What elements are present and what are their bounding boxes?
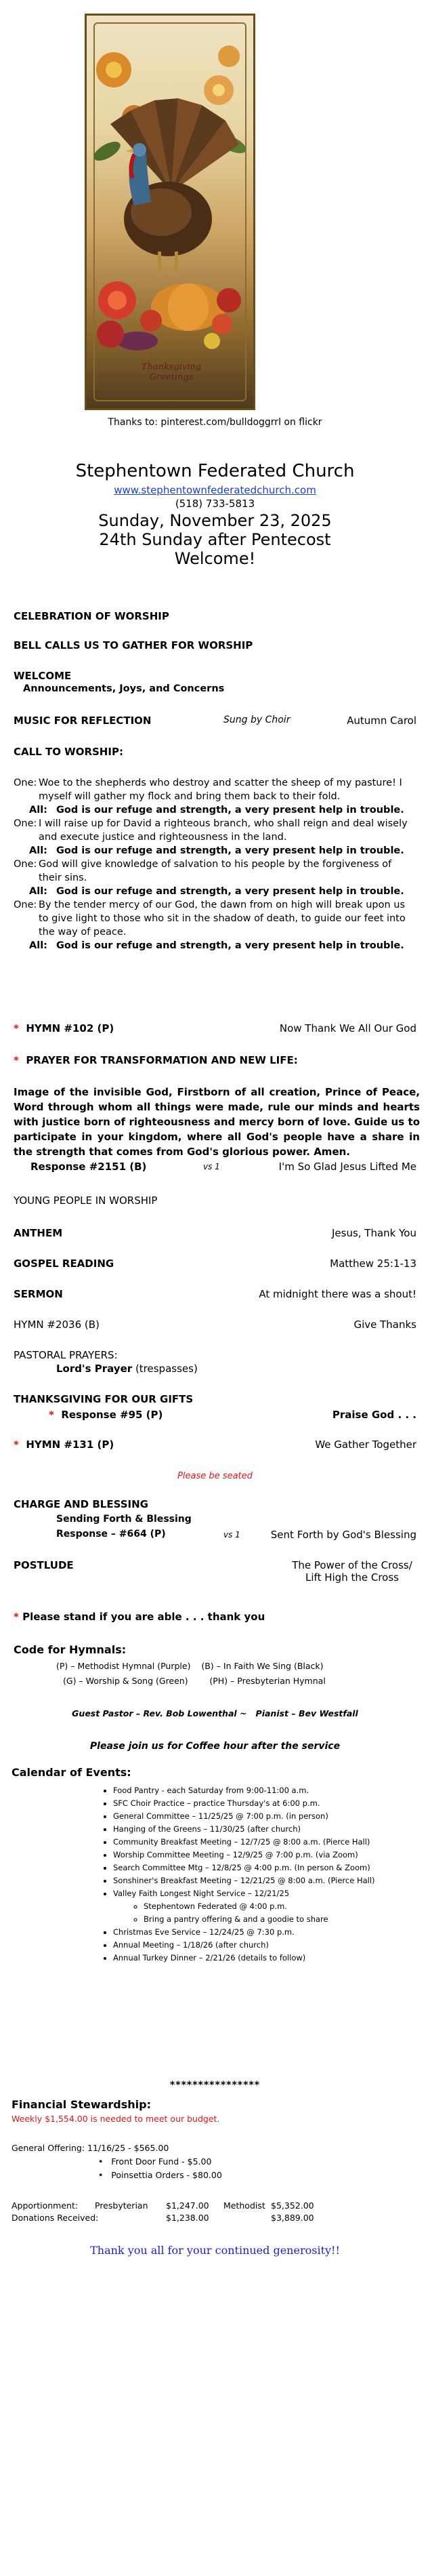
calendar-event: • General Committee – 11/25/25 @ 7:00 p.m. (in person) bbox=[113, 1810, 375, 1823]
welcome-heading: Welcome! bbox=[174, 549, 256, 568]
calendar-sub-items bbox=[12, 1900, 375, 1926]
litany-speaker: All: bbox=[29, 805, 47, 816]
litany-leader-line bbox=[14, 776, 413, 803]
hymnal-code-line-1: (P) – Methodist Hymnal (Purple) (B) – In Faith We Sing (Black) bbox=[56, 1661, 324, 1671]
section-divider: **************** bbox=[169, 2080, 261, 2091]
calendar-event: • Community Breakfast Meeting – 12/7/25 @ 8:00 a.m. (Pierce Hall) bbox=[113, 1836, 375, 1849]
music-heading: MUSIC FOR REFLECTION bbox=[14, 715, 152, 727]
church-website-link[interactable]: www.stephentownfederatedchurch.com bbox=[114, 484, 316, 496]
postlude-title bbox=[284, 1559, 420, 1584]
methodist-apportionment: $5,352.00 bbox=[271, 2200, 314, 2211]
lords-prayer-line bbox=[56, 1363, 198, 1375]
celebration-heading: CELEBRATION OF WORSHIP bbox=[14, 610, 169, 622]
response-2151-title: I'm So Glad Jesus Lifted Me bbox=[278, 1161, 416, 1173]
litany-text: God is our refuge and strength, a very present help in trouble. bbox=[56, 845, 404, 856]
sermon-heading: SERMON bbox=[14, 1288, 63, 1300]
response-2151-heading: Response #2151 (B) bbox=[30, 1161, 147, 1173]
church-name: Stephentown Federated Church bbox=[75, 461, 355, 481]
charge-heading: CHARGE AND BLESSING bbox=[14, 1498, 148, 1510]
methodist-received: $3,889.00 bbox=[271, 2213, 314, 2223]
response-95-title: Praise God . . . bbox=[332, 1409, 416, 1421]
hymn-131-heading bbox=[14, 1438, 114, 1451]
prayer-heading bbox=[14, 1054, 298, 1066]
sending-title: Sent Forth by God's Blessing bbox=[270, 1529, 416, 1541]
front-door-fund-text: Front Door Fund - $5.00 bbox=[111, 2156, 212, 2167]
unison-prayer: Image of the invisible God, Firstborn of all creation, Prince of Peace, Word through whom all things were made, rule our minds and hearts with justice born of righteousness and mercy born of love. Guide us to participate in your kingdom, where all God's people have a share in the strength that comes from God's glorious power. Amen. bbox=[14, 1086, 420, 1158]
postlude-heading: POSTLUDE bbox=[14, 1559, 74, 1571]
calendar-event: • Hanging of the Greens – 11/30/25 (after church) bbox=[113, 1823, 375, 1836]
hymn-131-title: We Gather Together bbox=[315, 1438, 416, 1451]
litany-leader-line bbox=[14, 858, 413, 885]
gospel-heading: GOSPEL READING bbox=[14, 1257, 114, 1270]
music-title: Autumn Carol bbox=[347, 715, 416, 727]
anthem-heading: ANTHEM bbox=[14, 1227, 63, 1239]
presbyterian-apportionment: $1,247.00 bbox=[166, 2200, 209, 2211]
staff-line: Guest Pastor – Rev. Bob Lowenthal ~ Pianist – Bev Westfall bbox=[72, 1708, 358, 1718]
liturgical-day: 24th Sunday after Pentecost bbox=[99, 530, 331, 549]
service-date: Sunday, November 23, 2025 bbox=[98, 511, 332, 530]
thanksgiving-turkey-image bbox=[85, 14, 255, 410]
litany-leader-line bbox=[14, 898, 413, 939]
stand-note bbox=[14, 1611, 265, 1623]
poinsettia-orders: • Poinsettia Orders - $80.00 bbox=[98, 2170, 222, 2180]
sending-verse: vs 1 bbox=[223, 1530, 240, 1539]
litany-speaker: One: bbox=[14, 859, 37, 870]
litany-all-response bbox=[29, 885, 413, 898]
stand-asterisk: * bbox=[14, 1022, 19, 1034]
gifts-heading: THANKSGIVING FOR OUR GIFTS bbox=[14, 1393, 194, 1405]
prayer-heading-text: PRAYER FOR TRANSFORMATION AND NEW LIFE: bbox=[26, 1054, 298, 1066]
calendar-items bbox=[12, 1784, 375, 1900]
calendar-list bbox=[12, 1784, 375, 1965]
lords-prayer-version: (trespasses) bbox=[135, 1363, 198, 1375]
sending-line-1: Sending Forth & Blessing bbox=[56, 1514, 192, 1525]
announcements-line: Announcements, Joys, and Concerns bbox=[23, 683, 225, 694]
calendar-event: • Annual Meeting – 1/18/26 (after church) bbox=[113, 1939, 375, 1952]
litany-text: God is our refuge and strength, a very present help in trouble. bbox=[56, 805, 404, 816]
anthem-title: Jesus, Thank You bbox=[331, 1227, 416, 1239]
response-number: Response #95 (P) bbox=[61, 1409, 163, 1421]
calendar-event: • Annual Turkey Dinner – 2/21/26 (details to follow) bbox=[113, 1952, 375, 1965]
turkey-illustration-icon bbox=[87, 16, 253, 408]
image-caption bbox=[127, 362, 215, 382]
calendar-event: ◦ Bring a pantry offering & and a goodie to share bbox=[144, 1913, 375, 1926]
litany-all-response bbox=[29, 844, 413, 858]
stand-note-text: Please stand if you are able . . . thank you bbox=[22, 1611, 265, 1623]
caption-line: Thanksgiving bbox=[141, 362, 202, 372]
be-seated-note: Please be seated bbox=[177, 1471, 253, 1481]
sending-line-2: Response – #664 (P) bbox=[56, 1529, 166, 1539]
litany-speaker: One: bbox=[14, 778, 37, 788]
calendar-items-continued bbox=[12, 1926, 375, 1965]
welcome-section-heading: WELCOME bbox=[14, 670, 72, 682]
litany-speaker: All: bbox=[29, 845, 47, 856]
calendar-event: • Worship Committee Meeting – 12/9/25 @ 7:00 p.m. (via Zoom) bbox=[113, 1849, 375, 1861]
litany-text: Woe to the shepherds who destroy and scatter the sheep of my pasture! I myself will gather my flock and bring them back to their fold. bbox=[39, 778, 402, 802]
litany-speaker: All: bbox=[29, 886, 47, 897]
stand-asterisk: * bbox=[49, 1409, 54, 1421]
hymn-2036-heading: HYMN #2036 (B) bbox=[14, 1319, 100, 1331]
litany-all-response bbox=[29, 939, 413, 952]
apportionment-label: Apportionment: bbox=[12, 2200, 79, 2211]
stand-asterisk: * bbox=[14, 1438, 19, 1451]
hymnal-code-line-2: (G) – Worship & Song (Green) (PH) – Presbyterian Hymnal bbox=[63, 1676, 326, 1686]
caption-line: Greetings bbox=[149, 372, 194, 382]
hymn-2036-title: Give Thanks bbox=[353, 1319, 416, 1331]
hymn-number: HYMN #102 (P) bbox=[26, 1022, 114, 1034]
gospel-reference: Matthew 25:1-13 bbox=[330, 1257, 416, 1270]
hymn-102-heading bbox=[14, 1022, 114, 1034]
lords-prayer-label: Lord's Prayer bbox=[56, 1363, 133, 1375]
poinsettia-orders-text: Poinsettia Orders - $80.00 bbox=[111, 2170, 222, 2180]
music-performer: Sung by Choir bbox=[223, 715, 291, 725]
church-header bbox=[0, 461, 430, 568]
litany-speaker: One: bbox=[14, 900, 37, 910]
litany-text: God will give knowledge of salvation to his people by the forgiveness of their sins. bbox=[39, 859, 392, 883]
hymnal-code-heading: Code for Hymnals: bbox=[14, 1643, 127, 1656]
sermon-title: At midnight there was a shout! bbox=[259, 1288, 416, 1300]
call-to-worship-heading: CALL TO WORSHIP: bbox=[14, 746, 123, 758]
calendar-heading: Calendar of Events: bbox=[12, 1766, 131, 1779]
hymn-102-title: Now Thank We All Our God bbox=[279, 1022, 416, 1034]
calendar-event: • Christmas Eve Service – 12/24/25 @ 7:30 p.m. bbox=[113, 1926, 375, 1939]
response-95-heading bbox=[49, 1409, 163, 1421]
presbyterian-received: $1,238.00 bbox=[166, 2213, 209, 2223]
response-2151-verse: vs 1 bbox=[203, 1162, 220, 1171]
donations-label: Donations Received: bbox=[12, 2213, 99, 2223]
church-phone: (518) 733-5813 bbox=[175, 498, 255, 510]
postlude-line: The Power of the Cross/ bbox=[292, 1559, 412, 1571]
coffee-hour-note: Please join us for Coffee hour after the service bbox=[89, 1741, 341, 1752]
methodist-label: Methodist bbox=[223, 2200, 265, 2211]
stand-asterisk: * bbox=[14, 1611, 19, 1623]
stand-asterisk: * bbox=[14, 1054, 19, 1066]
call-to-worship-litany bbox=[14, 776, 413, 952]
litany-all-response bbox=[29, 803, 413, 817]
postlude-line: Lift High the Cross bbox=[305, 1571, 399, 1584]
weekly-budget-note: Weekly $1,554.00 is needed to meet our budget. bbox=[12, 2114, 220, 2124]
calendar-event: ◦ Stephentown Federated @ 4:00 p.m. bbox=[144, 1900, 375, 1913]
closing-thanks: Thank you all for your continued generosity!! bbox=[90, 2244, 340, 2257]
litany-speaker: All: bbox=[29, 940, 47, 951]
calendar-event: • Valley Faith Longest Night Service – 12/21/25 bbox=[113, 1887, 375, 1900]
litany-text: God is our refuge and strength, a very present help in trouble. bbox=[56, 940, 404, 951]
general-offering: General Offering: 11/16/25 - $565.00 bbox=[12, 2143, 169, 2153]
calendar-event: • SFC Choir Practice – practice Thursday's at 6:00 p.m. bbox=[113, 1797, 375, 1810]
litany-speaker: One: bbox=[14, 818, 37, 829]
litany-text: I will raise up for David a righteous branch, who shall reign and deal wisely and execute justice and righteousness in the land. bbox=[39, 818, 408, 843]
financial-heading: Financial Stewardship: bbox=[12, 2098, 152, 2111]
bell-heading: BELL CALLS US TO GATHER FOR WORSHIP bbox=[14, 639, 253, 651]
presbyterian-label: Presbyterian bbox=[95, 2200, 148, 2211]
litany-leader-line bbox=[14, 817, 413, 844]
image-credit: Thanks to: pinterest.com/bulldoggrrl on flickr bbox=[108, 417, 322, 428]
litany-text: God is our refuge and strength, a very present help in trouble. bbox=[56, 886, 404, 897]
litany-text: By the tender mercy of our God, the dawn from on high will break upon us to give light to those who sit in the shadow of death, to guide our feet into the way of peace. bbox=[39, 900, 406, 938]
pastoral-prayers-heading: PASTORAL PRAYERS: bbox=[14, 1349, 118, 1361]
calendar-event: • Search Committee Mtg – 12/8/25 @ 4:00 p.m. (In person & Zoom) bbox=[113, 1861, 375, 1874]
front-door-fund: • Front Door Fund - $5.00 bbox=[98, 2156, 212, 2167]
hymn-number: HYMN #131 (P) bbox=[26, 1438, 114, 1451]
young-people-heading: YOUNG PEOPLE IN WORSHIP bbox=[14, 1194, 158, 1207]
calendar-event: • Food Pantry - each Saturday from 9:00-11:00 a.m. bbox=[113, 1784, 375, 1797]
calendar-event: • Sonshiner's Breakfast Meeting – 12/21/25 @ 8:00 a.m. (Pierce Hall) bbox=[113, 1874, 375, 1887]
